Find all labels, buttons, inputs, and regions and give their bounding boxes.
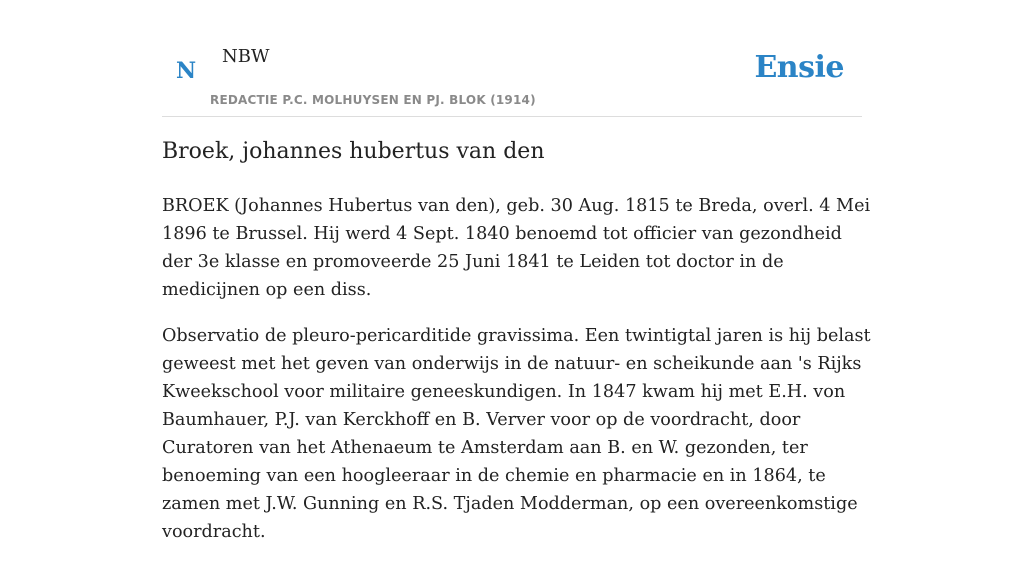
brand-logo-link[interactable]: Ensie (754, 50, 844, 85)
article-body (162, 192, 872, 564)
article-paragraph: Observatio de pleuro-pericarditide gravissima. Een twintigtal jaren is hij belast geweest met het geven van onderwijs in de natuur- en scheikunde aan 's Rijks Kweekschool voor militaire geneeskundigen. In 1847 kwam hij met E.H. von Baumhauer, P.J. van Kerckhoff en B. Verver voor op de voordracht, door Curatoren van het Athenaeum te Amsterdam aan B. en W. gezonden, ter benoeming van een hoogleeraar in de chemie en pharmacie en in 1864, te zamen met J.W. Gunning en R.S. Tjaden Modderman, op een overeenkomstige voordracht. (162, 326, 871, 542)
source-header (162, 0, 862, 117)
page-title: Broek, johannes hubertus van den (162, 139, 545, 164)
source-logo: N (176, 58, 197, 84)
article-paragraph: BROEK (Johannes Hubertus van den), geb. 30 Aug. 1815 te Breda, overl. 4 Mei 1896 te Brussel. Hij werd 4 Sept. 1840 benoemd tot officier van gezondheid der 3e klasse en promoveerde 25 Juni 1841 te Leiden tot doctor in de medicijnen op een diss. (162, 196, 871, 300)
source-name[interactable]: NBW (222, 46, 270, 67)
source-credit: REDACTIE P.C. MOLHUYSEN EN PJ. BLOK (1914) (210, 93, 536, 107)
